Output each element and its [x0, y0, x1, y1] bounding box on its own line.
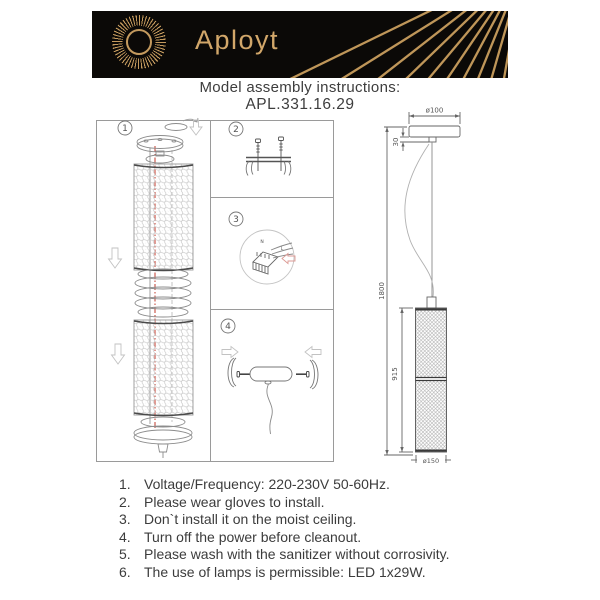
list-item — [119, 476, 450, 494]
step2-number: 2 — [233, 125, 239, 136]
item-text: Voltage/Frequency: 220-230V 50-60Hz. — [144, 476, 390, 492]
list-item — [119, 546, 450, 564]
item-number: 3. — [119, 511, 131, 527]
dim-max-height: 1800 — [378, 282, 386, 300]
step4-drawing — [221, 319, 321, 434]
cable — [405, 144, 433, 297]
step3-drawing — [229, 212, 295, 284]
screw-icon — [256, 139, 261, 171]
item-text: Turn off the power before cleanout. — [144, 528, 362, 545]
cable — [267, 384, 272, 434]
step1-number: 1 — [122, 124, 128, 135]
dim-shade-height: 915 — [391, 367, 399, 381]
dim-canopy-diameter: ø100 — [425, 106, 444, 115]
left-arrow-icon — [305, 347, 321, 358]
canopy-cover — [228, 358, 236, 387]
step2-drawing — [229, 122, 291, 176]
dimension-drawing — [378, 107, 460, 466]
sheet-title: Model assembly instructions: — [199, 79, 401, 96]
item-text: The use of lamps is permissible: LED 1x29W. — [144, 563, 426, 580]
detail-circle — [240, 230, 294, 284]
list-item — [119, 511, 450, 529]
down-arrow-icon — [190, 120, 202, 135]
item-text: Please wear gloves to install. — [144, 493, 325, 510]
wire-label-l: L — [280, 247, 284, 252]
item-text: Please wash with the sanitizer without corrosivity. — [144, 546, 450, 562]
list-item — [119, 564, 450, 582]
instruction-list — [119, 476, 450, 581]
model-number: APL.331.16.29 — [245, 96, 355, 113]
right-arrow-icon — [222, 347, 238, 358]
dim-shade-diameter: ø150 — [422, 457, 440, 465]
item-text: Don`t install it on the moist ceiling. — [144, 511, 357, 527]
item-number: 6. — [119, 563, 131, 580]
dim-canopy-drop: 30 — [392, 137, 400, 147]
screw-icon — [279, 137, 284, 171]
list-item — [119, 494, 450, 512]
item-number: 5. — [119, 546, 131, 562]
canopy-cover — [310, 360, 318, 389]
step3-number: 3 — [233, 215, 239, 226]
terminal-block-icon — [253, 252, 278, 274]
wire-label-n: N — [260, 240, 264, 245]
list-item — [119, 529, 450, 547]
down-arrow-icon — [112, 344, 125, 364]
brand-name: Aployt — [195, 25, 280, 55]
screw-icon — [296, 372, 309, 378]
panel-grid — [97, 121, 334, 462]
item-number: 4. — [119, 528, 131, 545]
step4-number: 4 — [225, 322, 231, 333]
step1-drawing — [109, 118, 203, 458]
down-arrow-icon — [109, 248, 122, 268]
item-number: 1. — [119, 476, 131, 492]
screw-icon — [237, 372, 250, 378]
item-number: 2. — [119, 493, 131, 510]
